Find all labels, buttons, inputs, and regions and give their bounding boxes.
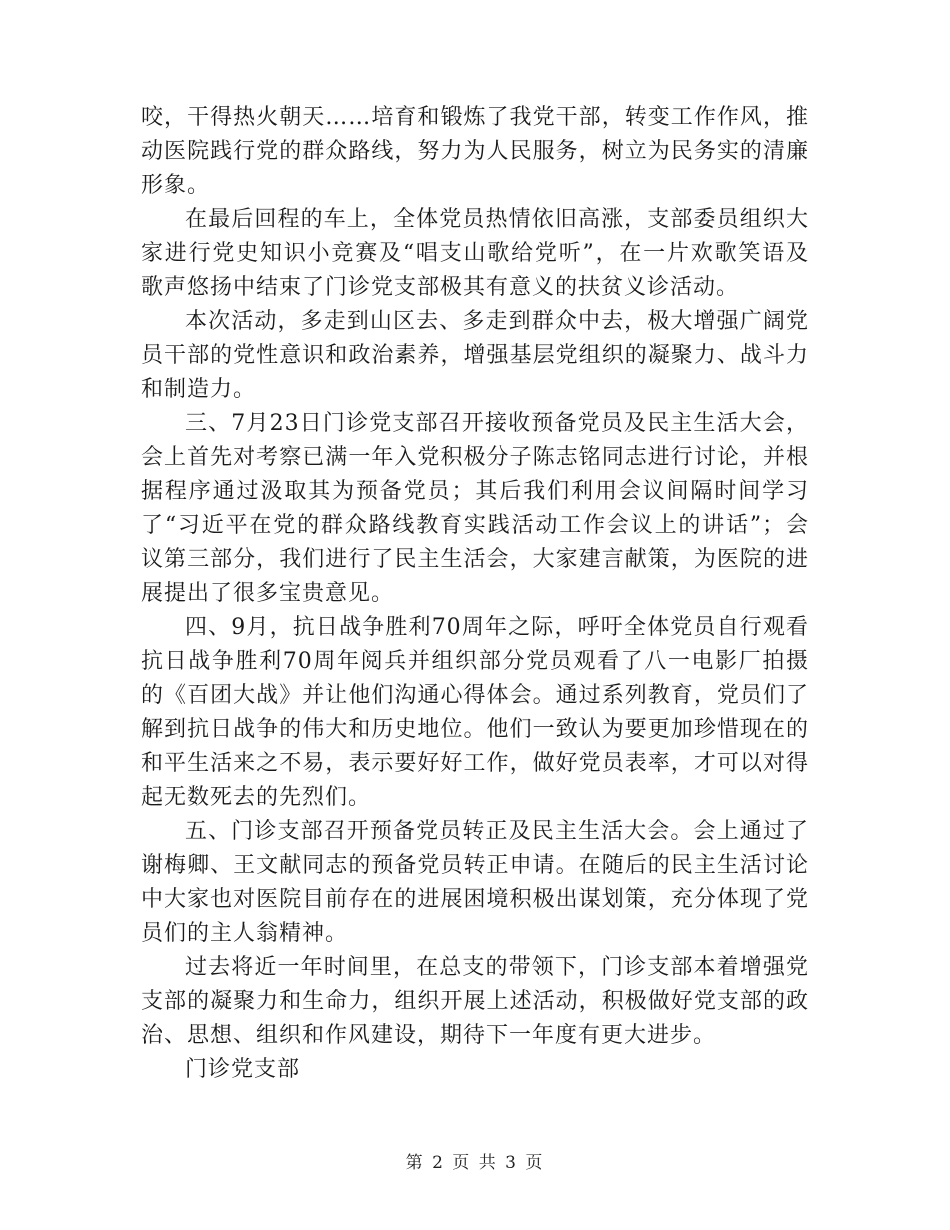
paragraph-continuation: 咬，干得热火朝天……培育和锻炼了我党干部，转变工作作风，推动医院践行党的群众路线，努力为人民服务，树立为民务实的清廉形象。 (141, 105, 809, 198)
paragraph-conclusion: 过去将近一年时间里，在总支的带领下，门诊支部本着增强党支部的凝聚力和生命力，组织开展上述活动，积极做好党支部的政治、思想、组织和作风建设，期待下一年度有更大进步。 (141, 955, 809, 1048)
paragraph-return-trip: 在最后回程的车上，全体党员热情依旧高涨，支部委员组织大家进行党史知识小竞赛及“唱支山歌给党听”，在一片欢歌笑语及歌声悠扬中结束了门诊党支部极其有意义的扶贫义诊活动。 (141, 207, 809, 300)
paragraph-item-four: 四、9月，抗日战争胜利70周年之际，呼吁全体党员自行观看抗日战争胜利70周年阅兵并组织部分党员观看了八一电影厂拍摄的《百团大战》并让他们沟通心得体会。通过系列教育，党员们了解到抗日战争的伟大和历史地位。他们一致认为要更加珍惜现在的和平生活来之不易，表示要好好工作，做好党员表率，才可以对得起无数死去的先烈们。 (141, 615, 809, 810)
signature: 门诊党支部 (185, 1057, 301, 1082)
paragraph-item-three: 三、7月23日门诊党支部召开接收预备党员及民主生活大会，会上首先对考察已满一年入党积极分子陈志铭同志进行讨论，并根据程序通过汲取其为预备党员；其后我们利用会议间隔时间学习了“习近平在党的群众路线教育实践活动工作会议上的讲话”；会议第三部分，我们进行了民主生活会，大家建言献策，为医院的进展提出了很多宝贵意见。 (141, 411, 809, 606)
paragraph-activity-summary: 本次活动，多走到山区去、多走到群众中去，极大增强广阔党员干部的党性意识和政治素养，增强基层党组织的凝聚力、战斗力和制造力。 (141, 309, 809, 402)
page-number-footer: 第 2 页 共 3 页 (405, 1153, 545, 1173)
paragraph-item-five: 五、门诊支部召开预备党员转正及民主生活大会。会上通过了谢梅卿、王文献同志的预备党员转正申请。在随后的民主生活讨论中大家也对医院目前存在的进展困境积极出谋划策，充分体现了党员们的主人翁精神。 (141, 819, 809, 946)
document-body (141, 101, 809, 1087)
